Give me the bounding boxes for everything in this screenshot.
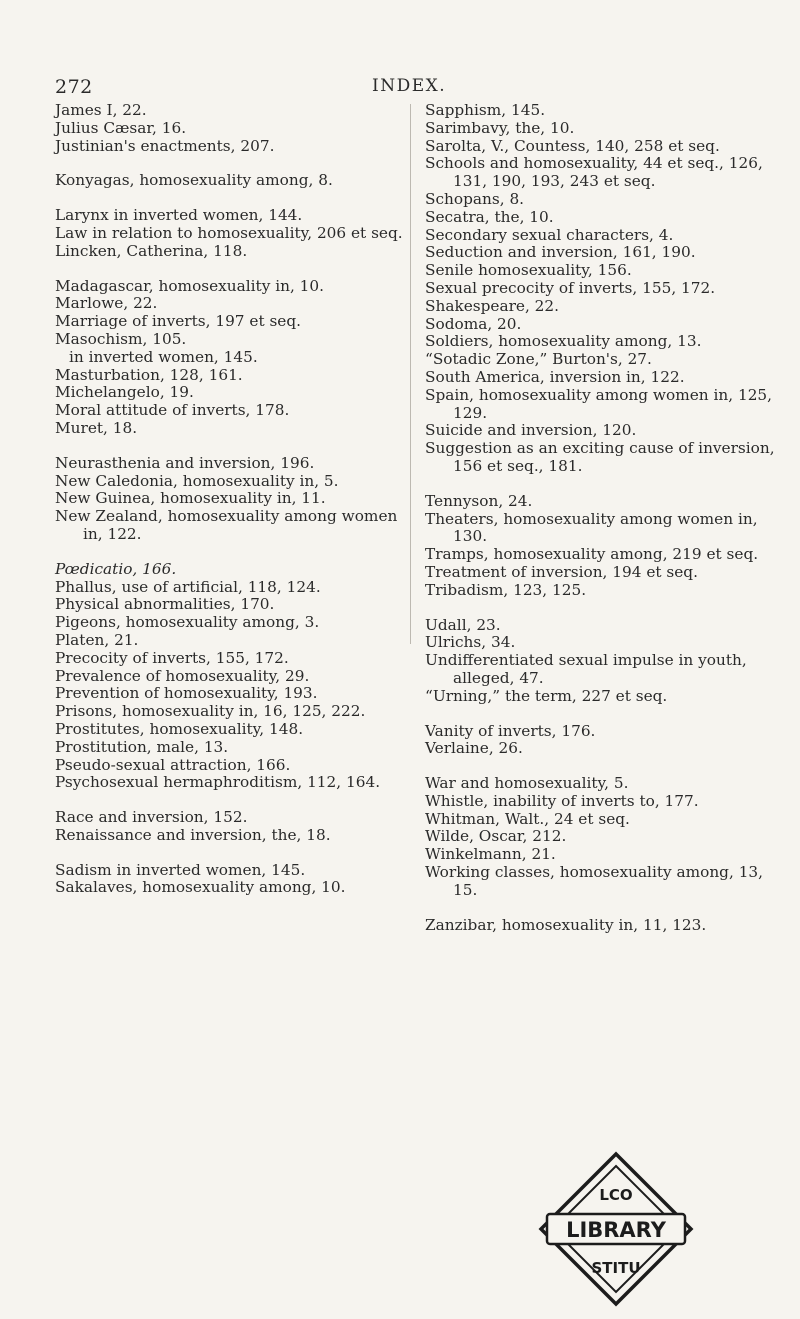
entry-gap xyxy=(55,190,405,207)
index-entry: Prostitution, male, 13. xyxy=(55,737,229,756)
index-entry: Larynx in inverted women, 144. xyxy=(55,206,303,225)
page-number: 272 xyxy=(55,76,93,98)
index-entry: Physical abnormalities, 170. xyxy=(55,595,275,614)
entry-gap xyxy=(425,900,780,917)
entry-gap xyxy=(55,792,405,809)
index-entry: Seduction and inversion, 161, 190. xyxy=(425,243,696,262)
index-entry: Prostitutes, homosexuality, 148. xyxy=(55,719,304,738)
index-entry: Secondary sexual characters, 4. xyxy=(425,225,674,244)
index-subentry: in inverted women, 145. xyxy=(69,347,258,366)
index-entry: New Caledonia, homosexuality in, 5. xyxy=(55,471,339,490)
entry-gap xyxy=(55,438,405,455)
page-title: INDEX. xyxy=(372,76,447,96)
stamp-top-text: LCO xyxy=(599,1186,633,1204)
index-entry: Ulrichs, 34. xyxy=(425,633,516,652)
index-entry: South America, inversion in, 122. xyxy=(425,367,685,386)
index-entry: Whistle, inability of inverts to, 177. xyxy=(425,791,699,810)
index-entry: Pseudo-sexual attraction, 166. xyxy=(55,755,291,774)
index-entry: Prevalence of homosexuality, 29. xyxy=(55,666,310,685)
index-entry: Sakalaves, homosexuality among, 10. xyxy=(55,878,346,897)
index-entry: Pigeons, homosexuality among, 3. xyxy=(55,613,320,632)
index-entry: Moral attitude of inverts, 178. xyxy=(55,401,290,420)
index-entry: Neurasthenia and inversion, 196. xyxy=(55,453,315,472)
index-column-left xyxy=(55,102,405,897)
index-entry: Platen, 21. xyxy=(55,630,139,649)
index-entry: Winkelmann, 21. xyxy=(425,845,556,864)
index-entry: Marlowe, 22. xyxy=(55,294,158,313)
index-entry: Undifferentiated sexual impulse in youth, alleged, 47. xyxy=(425,651,747,687)
entry-gap xyxy=(425,476,780,493)
index-entry: Udall, 23. xyxy=(425,615,501,634)
index-entry: Sapphism, 145. xyxy=(425,101,546,119)
index-entry: Sexual precocity of inverts, 155, 172. xyxy=(425,278,716,297)
index-entry: Senile homosexuality, 156. xyxy=(425,261,632,280)
index-entry: New Guinea, homosexuality in, 11. xyxy=(55,489,326,508)
index-entry: Konyagas, homosexuality among, 8. xyxy=(55,171,333,190)
index-entry: “Sotadic Zone,” Burton's, 27. xyxy=(425,350,652,369)
index-entry: Justinian's enactments, 207. xyxy=(55,136,275,155)
index-entry: Race and inversion, 152. xyxy=(55,808,248,827)
index-entry: War and homosexuality, 5. xyxy=(425,774,629,793)
index-entry: Wilde, Oscar, 212. xyxy=(425,827,567,846)
index-entry: Madagascar, homosexuality in, 10. xyxy=(55,276,325,295)
index-entry: Whitman, Walt., 24 et seq. xyxy=(425,809,630,828)
stamp-bottom-text: STITU xyxy=(591,1259,641,1277)
index-entry: Muret, 18. xyxy=(55,418,138,437)
index-entry: Working classes, homosexuality among, 13, 15. xyxy=(425,863,764,899)
index-entry: Theaters, homosexuality among women in, 130. xyxy=(425,509,758,546)
index-entry: Prevention of homosexuality, 193. xyxy=(55,684,318,703)
index-entry: Masturbation, 128, 161. xyxy=(55,365,243,384)
index-entry: Secatra, the, 10. xyxy=(425,207,554,226)
index-entry: Sadism in inverted women, 145. xyxy=(55,860,306,879)
entry-gap xyxy=(55,845,405,862)
entry-gap xyxy=(425,706,780,723)
index-entry: Tribadism, 123, 125. xyxy=(425,580,587,599)
index-entry: Marriage of inverts, 197 et seq. xyxy=(55,312,302,331)
index-entry: Suggestion as an exciting cause of inversion, 156 et seq., 181. xyxy=(425,439,775,475)
index-entry: Spain, homosexuality among women in, 125, 129. xyxy=(425,385,773,422)
index-entry: Zanzibar, homosexuality in, 11, 123. xyxy=(425,915,707,934)
index-entry: Verlaine, 26. xyxy=(425,739,523,758)
index-entry: Law in relation to homosexuality, 206 et seq. xyxy=(55,223,403,242)
index-entry: Precocity of inverts, 155, 172. xyxy=(55,648,289,667)
index-entry: Tennyson, 24. xyxy=(425,491,533,510)
stamp-center-text: LIBRARY xyxy=(566,1218,666,1242)
column-divider xyxy=(410,104,411,644)
index-entry: Michelangelo, 19. xyxy=(55,383,194,402)
index-entry: Prisons, homosexuality in, 16, 125, 222. xyxy=(55,702,366,721)
index-entry: Lincken, Catherina, 118. xyxy=(55,241,248,260)
index-entry: Schopans, 8. xyxy=(425,189,525,208)
index-entry: Sodoma, 20. xyxy=(425,314,522,333)
index-entry: Masochism, 105. xyxy=(55,329,187,348)
index-entry: Sarolta, V., Countess, 140, 258 et seq. xyxy=(425,136,720,155)
index-entry: Vanity of inverts, 176. xyxy=(425,721,596,740)
index-entry: Shakespeare, 22. xyxy=(425,296,560,315)
index-entry: Treatment of inversion, 194 et seq. xyxy=(425,562,698,581)
index-entry: New Zealand, homosexuality among women in, 122. xyxy=(55,507,398,543)
index-column-right xyxy=(425,102,780,934)
entry-gap xyxy=(425,758,780,775)
index-entry: Phallus, use of artificial, 118, 124. xyxy=(55,577,321,596)
index-entry: Sarimbavy, the, 10. xyxy=(425,118,575,137)
index-entry: “Urning,” the term, 227 et seq. xyxy=(425,686,668,705)
entry-gap xyxy=(55,544,405,561)
entry-gap xyxy=(55,261,405,278)
index-entry: Tramps, homosexuality among, 219 et seq. xyxy=(425,545,759,564)
index-entry: Suicide and inversion, 120. xyxy=(425,421,637,440)
index-entry: Psychosexual hermaphroditism, 112, 164. xyxy=(55,773,381,792)
index-entry: Julius Cæsar, 16. xyxy=(55,118,187,137)
index-entry: Pœdicatio, 166. xyxy=(55,559,177,578)
index-entry: Renaissance and inversion, the, 18. xyxy=(55,825,331,844)
index-entry: James I, 22. xyxy=(55,101,147,119)
entry-gap xyxy=(425,600,780,617)
index-entry: Schools and homosexuality, 44 et seq., 126, 131, 190, 193, 243 et seq. xyxy=(425,154,763,191)
index-entry: Soldiers, homosexuality among, 13. xyxy=(425,332,702,351)
library-stamp xyxy=(535,1148,697,1310)
entry-gap xyxy=(55,155,405,172)
